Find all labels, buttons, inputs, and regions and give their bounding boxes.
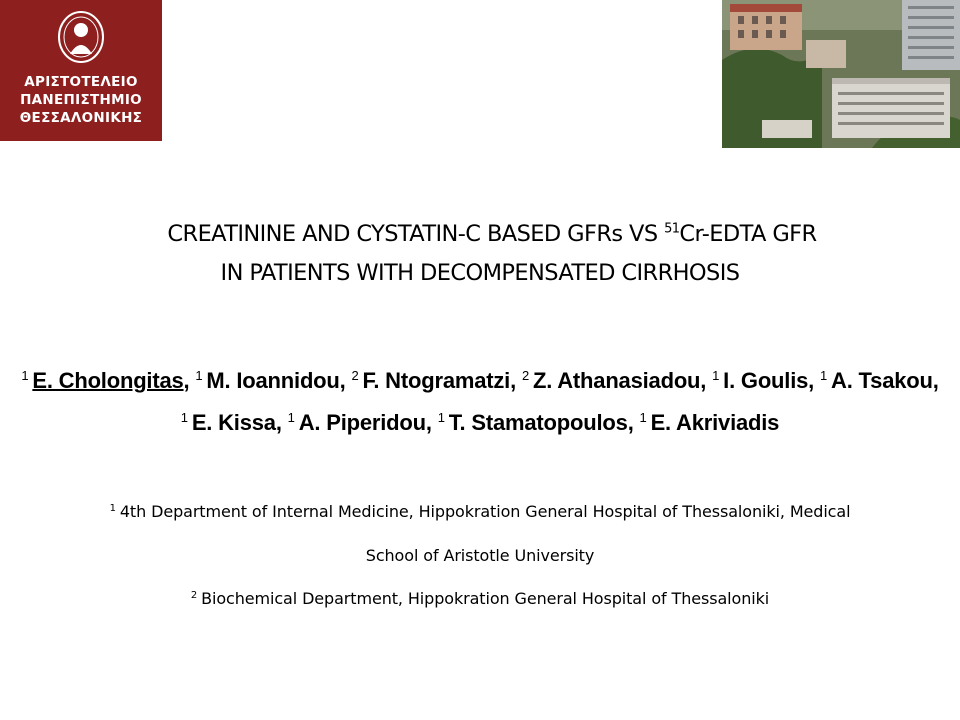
author-separator: ,	[339, 368, 346, 393]
author	[640, 410, 780, 435]
author-affiliation-marker: 1	[21, 367, 29, 383]
author-line-2	[0, 410, 960, 436]
author-separator: ,	[510, 368, 517, 393]
author	[438, 410, 634, 435]
slide-title-line-1	[0, 221, 960, 247]
university-logo	[0, 0, 162, 141]
affiliation-1-line-2: School of Aristotle University	[365, 546, 595, 565]
author-name: F. Ntogramatzi	[362, 368, 511, 393]
author-separator: ,	[275, 410, 282, 435]
affiliation-1-line-1	[0, 502, 960, 521]
logo-line-3: ΘΕΣΣΑΛΟΝΙΚΗΣ	[19, 110, 143, 126]
author	[195, 368, 345, 393]
affiliation-2-marker: 2	[190, 589, 198, 601]
author-name: I. Goulis	[723, 368, 809, 393]
author	[21, 368, 189, 393]
slide-title-line-2: IN PATIENTS WITH DECOMPENSATED CIRRHOSIS	[220, 260, 740, 286]
author-affiliation-marker: 2	[521, 367, 529, 383]
author	[352, 368, 517, 393]
author-line-1	[0, 368, 960, 394]
author-affiliation-marker: 2	[351, 367, 359, 383]
author-name: E. Kissa	[191, 410, 276, 435]
author-affiliation-marker: 1	[287, 409, 295, 425]
author-affiliation-marker: 1	[639, 409, 647, 425]
hospital-photo	[722, 0, 960, 148]
author-affiliation-marker: 1	[437, 409, 445, 425]
author-affiliation-marker: 1	[180, 409, 188, 425]
author-name: Z. Athanasiadou	[532, 368, 701, 393]
author-name: A. Tsakou	[831, 368, 933, 393]
author-separator: ,	[425, 410, 432, 435]
author	[522, 368, 706, 393]
author	[712, 368, 814, 393]
author-separator: ,	[808, 368, 815, 393]
title-text-after: Cr-EDTA GFR	[679, 221, 817, 247]
author-affiliation-marker: 1	[195, 367, 203, 383]
aristotle-emblem-icon	[57, 10, 105, 64]
author-separator: ,	[932, 368, 939, 393]
affiliation-2	[0, 589, 960, 608]
author-name: A. Piperidou	[298, 410, 426, 435]
author-name: E. Akriviadis	[650, 410, 780, 435]
author-affiliation-marker: 1	[712, 367, 720, 383]
affiliation-1-text: 4th Department of Internal Medicine, Hippokration General Hospital of Thessaloniki, Medical	[119, 502, 851, 521]
author-name: M. Ioannidou	[206, 368, 340, 393]
title-text-before: CREATININE AND CYSTATIN-C BASED GFRs VS	[167, 221, 665, 247]
author	[820, 368, 939, 393]
affiliation-1-marker: 1	[109, 502, 116, 514]
logo-line-2: ΠΑΝΕΠΙΣΤΗΜΙΟ	[20, 92, 142, 108]
author	[288, 410, 432, 435]
author-separator: ,	[183, 368, 190, 393]
author-separator: ,	[700, 368, 707, 393]
title-superscript: 51	[664, 221, 680, 237]
author-affiliation-marker: 1	[820, 367, 828, 383]
logo-line-1: ΑΡΙΣΤΟΤΕΛΕΙΟ	[24, 74, 138, 90]
author-name: E. Cholongitas	[32, 368, 184, 393]
author	[181, 410, 282, 435]
author-name: T. Stamatopoulos	[448, 410, 628, 435]
author-separator: ,	[627, 410, 634, 435]
affiliation-2-text: Biochemical Department, Hippokration General Hospital of Thessaloniki	[201, 589, 770, 608]
